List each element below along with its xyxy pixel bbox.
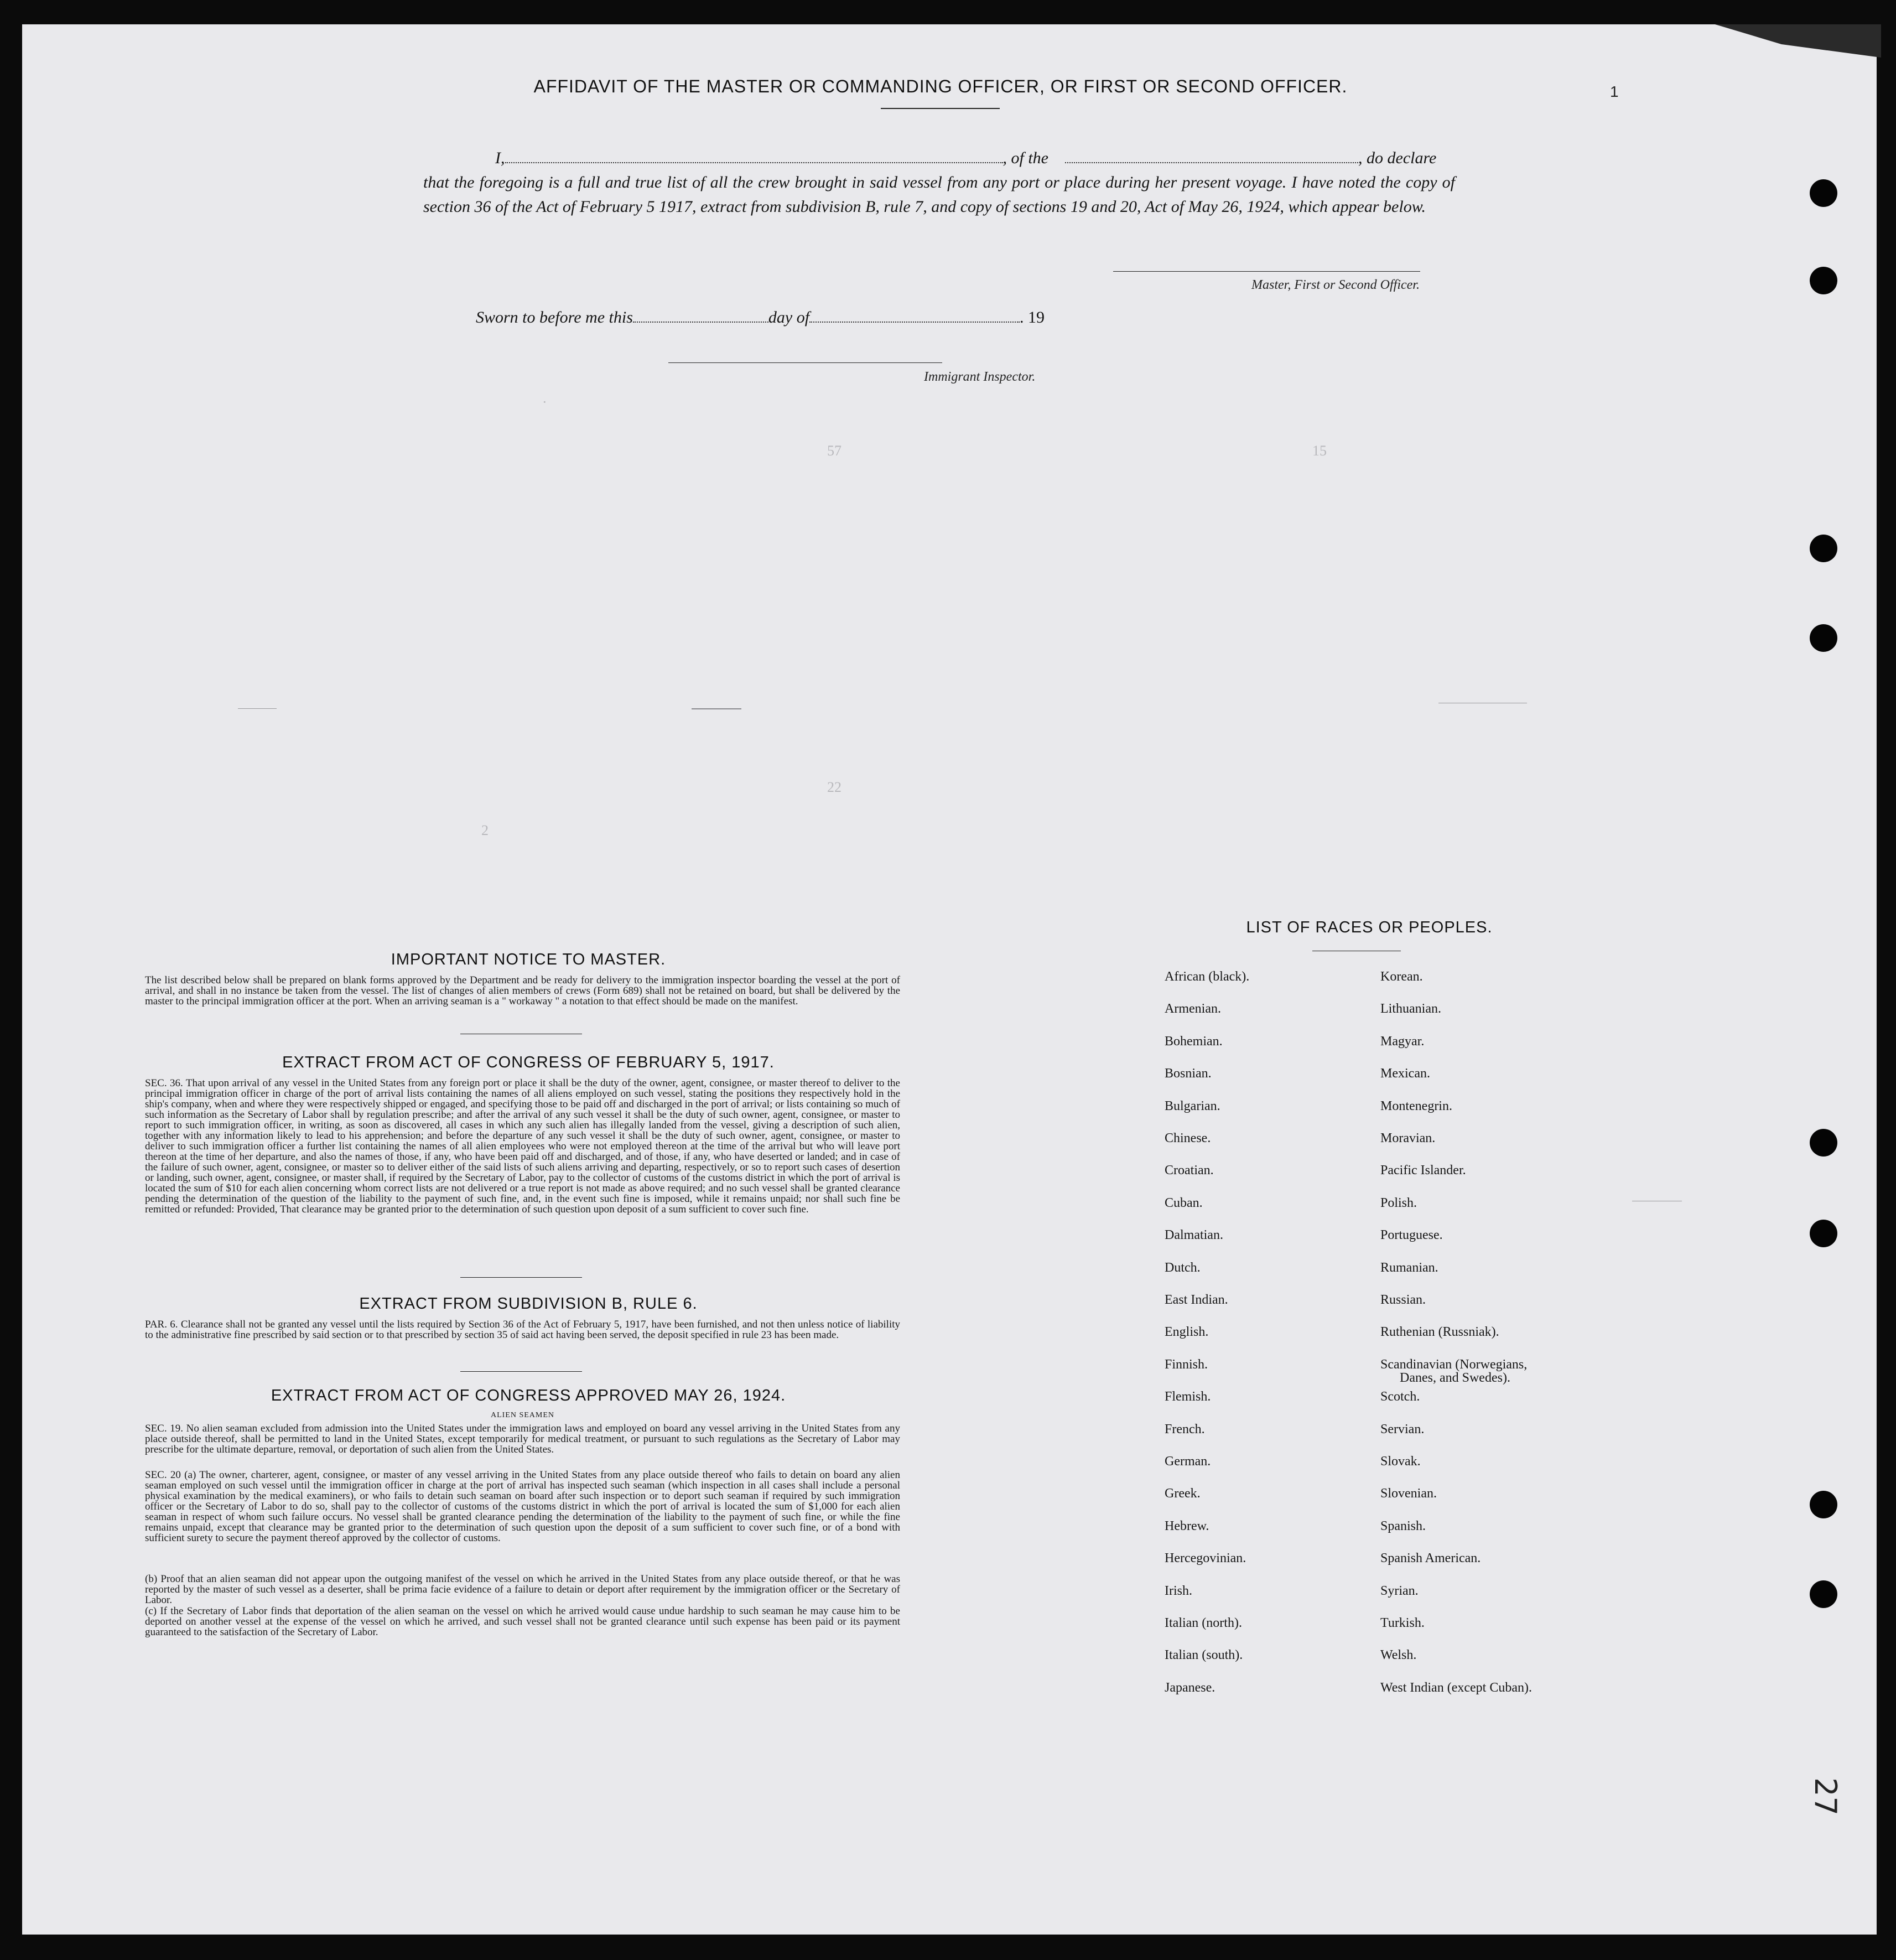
race-item: Hercegovinian. [1165,1551,1246,1566]
extract-1917-title: EXTRACT FROM ACT OF CONGRESS OF FEBRUARY 5, 1917. [282,1054,775,1071]
notice-title: IMPORTANT NOTICE TO MASTER. [391,951,666,968]
race-item: Croatian. [1165,1163,1214,1178]
extract-1924-title: EXTRACT FROM ACT OF CONGRESS APPROVED MAY 26, 1924. [271,1387,786,1404]
race-item: Servian. [1380,1422,1425,1437]
extract-1917-divider [460,1277,582,1278]
race-item: Irish. [1165,1583,1192,1598]
binder-hole [1810,535,1837,562]
race-item: Scotch. [1380,1389,1420,1404]
bleed-through: 57 [827,443,841,459]
race-item: Japanese. [1165,1680,1215,1695]
bleed-through: · [542,394,547,410]
inspector-label: Immigrant Inspector. [924,370,1036,384]
bleed-through: 22 [827,779,841,795]
bleed-through: 15 [1312,443,1327,459]
race-item: Turkish. [1380,1616,1425,1630]
sworn-month-field[interactable] [809,307,1020,323]
sworn-line [476,305,1140,330]
race-item: Slovak. [1380,1454,1421,1469]
sworn-before: Sworn to before me this [476,308,633,326]
officer-name-field[interactable] [505,148,1003,163]
race-item: Scandinavian (Norwegians, [1380,1357,1528,1372]
race-item: Rumanian. [1380,1260,1438,1275]
section-20b-text: (b) Proof that an alien seaman did not appear upon the outgoing manifest of the vessel on which he arrived in the United States from any place outside thereof, or that he was reported by the master of such vessel as a deserter, shall be prima facie evidence of a failure to detain or deport after requirement by the immigration officer or the Secretary of Labor. [145,1573,900,1606]
race-item: Hebrew. [1165,1518,1209,1533]
race-item: Ruthenian (Russniak). [1380,1325,1499,1340]
binder-hole [1810,267,1837,294]
binder-hole [1810,1580,1837,1608]
race-item: Moravian. [1380,1131,1436,1145]
race-item: Pacific Islander. [1380,1163,1466,1178]
affidavit-i: I, [495,149,505,167]
corner-mark: 1 [1610,83,1619,100]
bleed-through: 2 [481,822,489,838]
race-item: Greek. [1165,1486,1201,1501]
race-item: Italian (north). [1165,1616,1242,1630]
master-label: Master, First or Second Officer. [1251,278,1420,292]
vessel-name-field[interactable] [1065,148,1358,163]
race-item: Bulgarian. [1165,1098,1220,1113]
affidavit-declare: , do declare [1358,149,1437,167]
year-prefix: . 19 [1020,308,1045,326]
race-item: English. [1165,1325,1209,1340]
affidavit-title: AFFIDAVIT OF THE MASTER OR COMMANDING OFFICER, OR FIRST OR SECOND OFFICER. [533,76,1348,96]
race-item: Dutch. [1165,1260,1201,1275]
race-item: Flemish. [1165,1389,1211,1404]
subdivision-text: PAR. 6. Clearance shall not be granted any vessel until the lists required by Section 36 of the Act of February 5, 1917, have been furnished, and not then unless notice of liability to the administrative fine prescribed by said section or to that prescribed by section 35 of said act having been served, the deposit specified in rule 23 has been made. [145,1319,900,1341]
binder-hole [1810,1129,1837,1157]
race-item: Lithuanian. [1380,1002,1441,1017]
section-20a-text: SEC. 20 (a) The owner, charterer, agent, consignee, or master of any vessel arriving in the United States from any place outside thereof who fails to detain on board any alien seaman employed on such vessel until the immigration officer in charge at the port of arrival has inspected such seaman (which inspection in all cases shall include a personal physical examination by the medical examiners), or who fails to detain such seaman on board after such inspection or to deport such seaman if required by such immigration officer or the Secretary of Labor to do so, shall pay to the collector of customs of the customs district in which the port of arrival is located the sum of $1,000 for each alien seaman in respect of whom such failure occurs. No vessel shall be granted clearance pending the determination of the liability to the payment of such fine, or while the fine remains unpaid, except that clearance may be granted prior to the determination of such question upon the deposit of a sum sufficient to cover such fine, or of a bond with sufficient surety to secure the payment thereof approved by the collector of customs. [145,1469,900,1544]
race-item: Spanish. [1380,1518,1426,1533]
race-item: West Indian (except Cuban). [1380,1680,1532,1695]
subdivision-title: EXTRACT FROM SUBDIVISION B, RULE 6. [359,1295,698,1313]
race-item: Slovenian. [1380,1486,1437,1501]
section-19-text: SEC. 19. No alien seaman excluded from admission into the United States under the immigration laws and employed on board any vessel arriving in the United States from any place outside thereof, shall be permitted to land in the United States, except temporarily for medical treatment, or pursuant to such regulations as the Secretary of Labor may prescribe for the ultimate departure, removal, or deportation of such alien from the United States. [145,1423,900,1455]
title-underline [881,108,1000,109]
race-item: Cuban. [1165,1195,1203,1210]
race-item: Spanish American. [1380,1551,1481,1566]
subdivision-divider [460,1371,582,1372]
race-item: Korean. [1380,969,1423,984]
race-item: Polish. [1380,1195,1417,1210]
extract-1917-text: SEC. 36. That upon arrival of any vessel in the United States from any foreign port or place it shall be the duty of the owner, agent, consignee, or master thereof to deliver to the principal immigration officer in charge of the port of arrival lists containing the names of all aliens employed on such vessel, stating the positions they respectively hold in the ship's company, when and where they were respectively shipped or engaged, and specifying those to be paid off and discharged in the port of arrival; or lists containing so much of such information as the Secretary of Labor shall by regulation prescribe; and after the arrival of any such vessel it shall be the duty of such owner, agent, consignee, or master to report to such immigration officer, in writing, as soon as discovered, all cases in which any such alien has illegally landed from the vessel, giving a description of such alien, together with any information likely to lead to his apprehension; and before the departure of any such vessel it shall be the duty of such owner, agent, consignee, or master to deliver to such immigration officer a further list containing the names of all alien employees who were not employed thereon at the time of the arrival but who will leave port thereon at the time of her departure, and also the names of those, if any, who have been paid off and discharged, and of those, if any, who have deserted or landed; and in case of the failure of such owner, agent, consignee, or master so to deliver either of the said lists of such aliens arriving and departing, respectively, or so to report such cases of desertion or landing, such owner, agent, consignee, or master shall, if required by the Secretary of Labor, pay to the collector of customs of the customs district in which the port of arrival is located the sum of $10 for each alien concerning whom correct lists are not delivered or a true report is not made as above required; and no such vessel shall be granted clearance pending the determination of the question of the liability to the payment of such fine, and, in the event such fine is imposed, while it remains unpaid; nor shall such fine be remitted or refunded: Provided, That clearance may be granted prior to the determination of such question upon deposit of a sum sufficient to cover such fine. [145,1077,900,1215]
bleed-through-line [238,708,277,709]
race-item: Italian (south). [1165,1648,1243,1663]
races-title: LIST OF RACES OR PEOPLES. [1246,919,1493,936]
race-item: Mexican. [1380,1066,1430,1081]
master-signature-line [1113,271,1420,272]
binder-hole [1810,1491,1837,1518]
race-item: Bohemian. [1165,1034,1223,1049]
handwritten-page-number: 27 [1807,1777,1843,1816]
race-item: Danes, and Swedes). [1400,1370,1510,1385]
extract-1924-subtitle: ALIEN SEAMEN [490,1411,555,1419]
section-20c-text: (c) If the Secretary of Labor finds that deportation of the alien seaman on the vessel on which he arrived would cause undue hardship to such seaman he may cause him to be deported on another vessel at the expense of the vessel on which he arrived, and such vessel shall not be granted clearance until such expense has been paid or its payment guaranteed to the satisfaction of the Secretary of Labor. [145,1605,900,1638]
notice-text: The list described below shall be prepared on blank forms approved by the Department and be ready for delivery to the immigration inspector boarding the vessel at the port of arrival, and shall in no instance be taken from the vessel. The list of changes of alien members of crews (Form 689) shall not be retained on board, but shall be delivered by the master to the principal immigration officer at the port. When an arriving seaman is a " workaway " a notation to that effect should be made on the manifest. [145,974,900,1007]
race-item: Syrian. [1380,1583,1419,1598]
race-item: Armenian. [1165,1002,1221,1017]
race-item: East Indian. [1165,1293,1228,1307]
race-item: Magyar. [1380,1034,1425,1049]
bleed-through-line [692,708,741,709]
sworn-day-field[interactable] [633,307,768,323]
affidavit-first-line [423,146,1455,170]
race-item: French. [1165,1422,1205,1437]
day-of: day of [768,308,810,326]
race-item: German. [1165,1454,1211,1469]
race-item: African (black). [1165,969,1250,984]
affidavit-of-the: , of the [1002,149,1048,167]
race-item: Chinese. [1165,1131,1211,1145]
race-item: Portuguese. [1380,1228,1443,1243]
race-item: Welsh. [1380,1648,1417,1663]
race-item: Bosnian. [1165,1066,1212,1081]
binder-hole [1810,1220,1837,1247]
affidavit-body: that the foregoing is a full and true list of all the crew brought in said vessel from any port or place during her present voyage. I have noted the copy of section 36 of the Act of February 5 1917, extract from subdivision B, rule 7, and copy of sections 19 and 20, Act of May 26, 1924, which appear below. [423,173,1455,216]
inspector-signature-line [668,362,942,363]
binder-hole [1810,179,1837,207]
race-item: Russian. [1380,1293,1426,1307]
race-item: Finnish. [1165,1357,1208,1372]
binder-hole [1810,624,1837,652]
race-item: Dalmatian. [1165,1228,1223,1243]
race-item: Montenegrin. [1380,1098,1452,1113]
